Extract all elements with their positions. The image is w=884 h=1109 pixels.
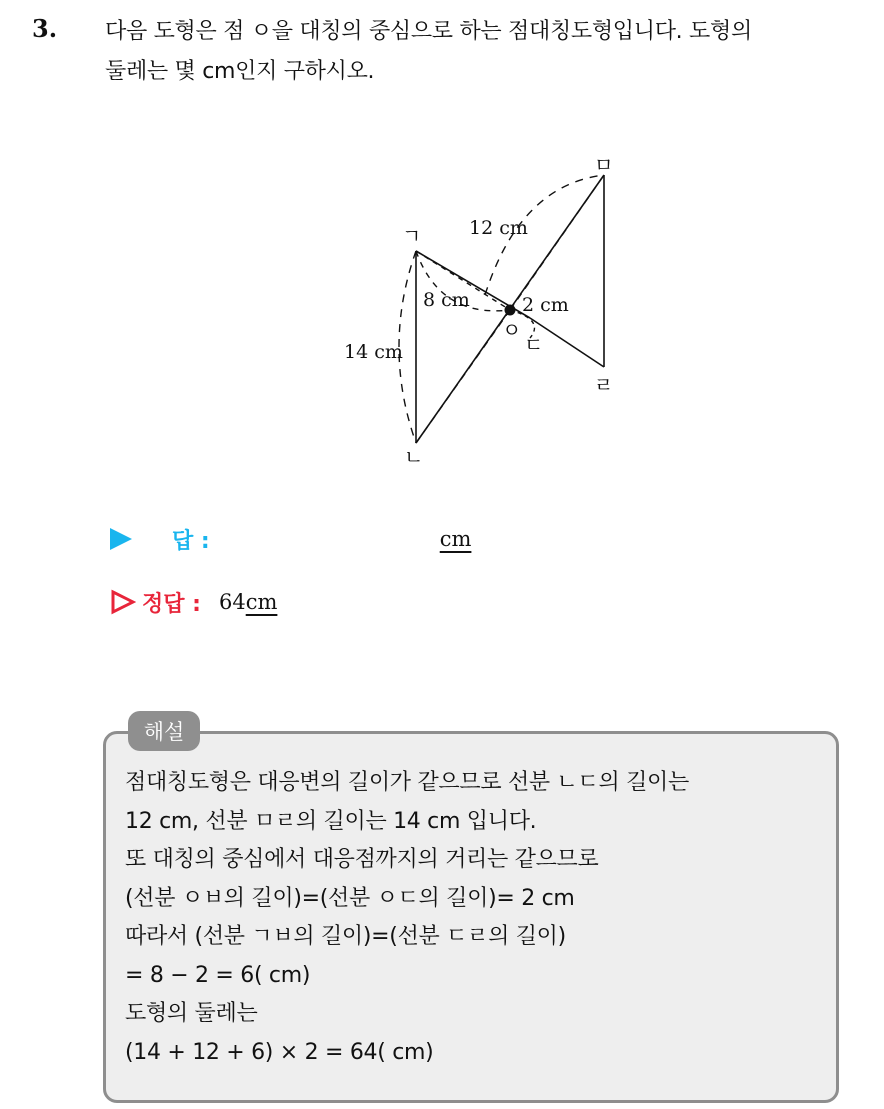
answer-unit[interactable]: cm (439, 527, 472, 551)
question-line-2: 둘레는 몇 cm인지 구하시오. (105, 59, 375, 84)
center-point (505, 305, 516, 316)
explanation-line: 도형의 둘레는 (125, 1001, 258, 1026)
question-number: 3. (32, 14, 58, 43)
label-nieun: ㄴ (404, 445, 424, 469)
answer-row (110, 522, 471, 556)
correct-marker-icon (110, 589, 136, 615)
length-12cm: 12 cm (469, 217, 528, 239)
dashed-line-ieung-nieun (416, 310, 510, 443)
explanation-line: 또 대칭의 중심에서 대응점까지의 거리는 같으므로 (125, 847, 599, 872)
explanation-line: = 8 − 2 = 6( cm) (125, 962, 311, 988)
label-rieul: ㄹ (594, 373, 614, 397)
correct-unit: cm (245, 590, 278, 614)
explanation-line: (선분 ㅇㅂ의 길이)=(선분 ㅇㄷ의 길이)= 2 cm (125, 885, 575, 911)
label-ieung: ㅇ (502, 318, 522, 342)
correct-label: 정답 : (142, 591, 201, 617)
explanation-tag: 해설 (128, 711, 200, 751)
length-8cm: 8 cm (423, 289, 470, 311)
correct-value: 64 (218, 590, 246, 614)
label-giyeok: ㄱ (402, 224, 422, 248)
correct-answer-row (110, 585, 277, 619)
explanation-text (125, 764, 835, 1072)
explanation-line: 점대칭도형은 대응변의 길이가 같으므로 선분 ㄴㄷ의 길이는 (125, 770, 689, 795)
explanation-line: 따라서 (선분 ㄱㅂ의 길이)=(선분 ㄷㄹ의 길이) (125, 924, 566, 949)
question-text (105, 12, 875, 92)
question-line-1: 다음 도형은 점 ㅇ을 대칭의 중심으로 하는 점대칭도형입니다. 도형의 (105, 19, 752, 44)
answer-label: 답 : (172, 528, 210, 554)
explanation-line: (14 + 12 + 6) × 2 = 64( cm) (125, 1039, 434, 1065)
label-digeut: ㄷ (524, 333, 544, 357)
explanation-line: 12 cm, 선분 ㅁㄹ의 길이는 14 cm 입니다. (125, 808, 537, 834)
length-14cm: 14 cm (344, 341, 403, 363)
answer-marker-icon (110, 528, 132, 550)
label-mieum: ㅁ (594, 153, 614, 177)
point-symmetric-figure (330, 150, 650, 480)
length-2cm: 2 cm (522, 294, 569, 316)
